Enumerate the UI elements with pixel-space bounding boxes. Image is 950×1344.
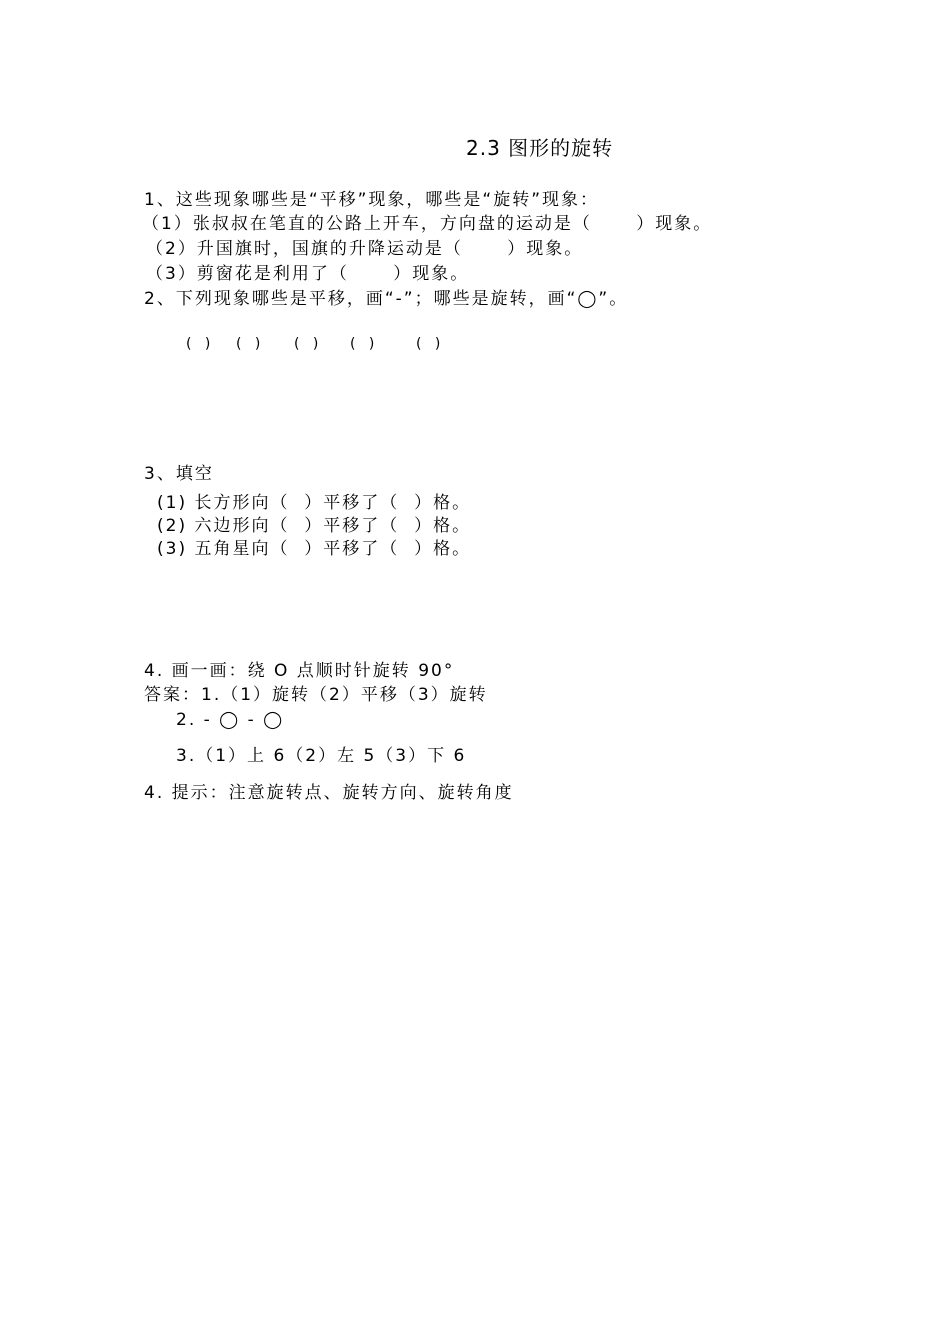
answer-blank-5[interactable]: ( ) bbox=[416, 336, 441, 352]
question-1-prompt: 1、这些现象哪些是“平移”现象，哪些是“旋转”现象： bbox=[144, 190, 600, 210]
answer-key-line-4: 4. 提示：注意旋转点、旋转方向、旋转角度 bbox=[144, 783, 514, 803]
question-1-item-3: （3）剪窗花是利用了（ ）现象。 bbox=[146, 264, 470, 284]
question-1-item-2: （2）升国旗时，国旗的升降运动是（ ）现象。 bbox=[146, 239, 584, 259]
answer-blank-1[interactable]: ( ) bbox=[186, 336, 211, 352]
answer-key-line-2: 2. - ◯ - ◯ bbox=[176, 710, 285, 730]
question-3-item-3: (3) 五角星向（ ）平移了（ ）格。 bbox=[157, 539, 472, 559]
question-3-item-1: (1) 长方形向（ ）平移了（ ）格。 bbox=[157, 493, 472, 513]
question-3-item-2: (2) 六边形向（ ）平移了（ ）格。 bbox=[157, 516, 472, 536]
question-4-prompt: 4. 画一画：绕 O 点顺时针旋转 90° bbox=[144, 661, 455, 681]
answer-blank-3[interactable]: ( ) bbox=[294, 336, 319, 352]
question-1-item-1: （1）张叔叔在笔直的公路上开车，方向盘的运动是（ ）现象。 bbox=[142, 214, 713, 234]
question-3-prompt: 3、填空 bbox=[144, 464, 214, 484]
answer-blank-4[interactable]: ( ) bbox=[350, 336, 375, 352]
question-2-answer-blanks bbox=[186, 333, 486, 355]
question-2-prompt: 2、下列现象哪些是平移，画“-”；哪些是旋转，画“◯”。 bbox=[144, 289, 629, 309]
page-title: 2.3 图形的旋转 bbox=[466, 136, 614, 160]
answer-key-line-1: 答案：1.（1）旋转（2）平移（3）旋转 bbox=[144, 685, 488, 705]
answer-key-line-3: 3.（1）上 6（2）左 5（3）下 6 bbox=[176, 746, 467, 766]
answer-blank-2[interactable]: ( ) bbox=[236, 336, 261, 352]
